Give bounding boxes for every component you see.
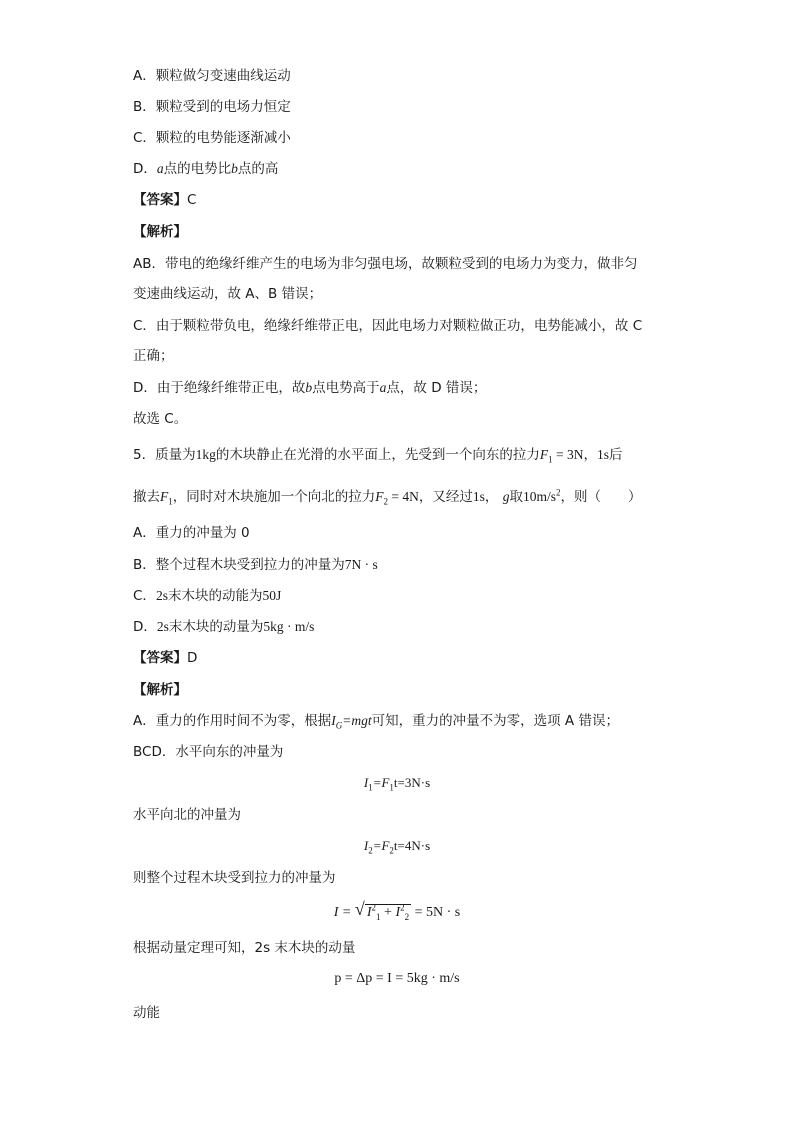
lhs: I = — [333, 905, 355, 920]
sub: 2 — [389, 845, 394, 856]
value: 50J — [262, 588, 282, 603]
force-value: = 4N — [388, 489, 419, 504]
radicand — [365, 904, 411, 920]
sub: G — [335, 720, 343, 731]
gravity-g: g — [502, 489, 510, 504]
text: 的木块静止在光滑的水平面上，先受到一个向东的拉力 — [215, 447, 540, 463]
equation-4: p = Δp = I = 5kg · m/s — [334, 971, 460, 986]
text: 点，故 D 错误； — [386, 380, 487, 396]
impulse-i: I — [363, 838, 369, 853]
text: D． — [133, 619, 157, 635]
var-b: b — [305, 380, 313, 395]
text: 点电势高于 — [312, 380, 380, 396]
q5-stem-1 — [133, 445, 622, 465]
time: 1s — [472, 489, 485, 504]
q4-option-b: B．颗粒受到的电场力恒定 — [133, 99, 291, 115]
plus: + — [380, 905, 396, 920]
text: ，同时对木块施加一个向北的拉力 — [172, 489, 376, 505]
q5-analysis-label: 【解析】 — [133, 682, 187, 698]
text: 5．质量为 — [133, 447, 196, 463]
value: 5kg · m/s — [263, 619, 315, 634]
text: D． — [133, 161, 157, 177]
q4-answer — [133, 190, 196, 210]
equation-3 — [0, 899, 794, 923]
formula-rest: t=4N·s — [393, 838, 431, 853]
text: ， — [484, 489, 499, 505]
sup: 2 — [555, 487, 561, 498]
sup: 2 — [371, 902, 377, 913]
sup: 2 — [400, 902, 405, 913]
gravity-value: 10m/s — [522, 489, 556, 504]
impulse-i: I — [331, 713, 336, 728]
q4-option-a: A．颗粒做匀变速曲线运动 — [133, 68, 291, 84]
force-f1: F — [160, 489, 169, 504]
q4-analysis-c-2: 正确； — [133, 348, 174, 364]
impulse-i2: I — [395, 905, 401, 920]
q5-analysis-a — [133, 711, 619, 731]
formula: =mgt — [342, 713, 372, 728]
time: 2s — [156, 619, 169, 634]
q5-kinetic-energy-line: 动能 — [133, 1005, 160, 1021]
q5-option-d — [133, 617, 314, 637]
sqrt — [354, 899, 411, 923]
text: 可知，重力的冲量不为零，选项 A 错误； — [371, 713, 619, 729]
time: 1s — [596, 447, 609, 462]
q5-option-c — [133, 586, 281, 606]
q4-analysis-ab-1: AB．带电的绝缘纤维产生的电场为非匀强电场，故颗粒受到的电场力为变力，做非匀 — [133, 256, 638, 272]
sub: 2 — [404, 911, 410, 922]
q5-momentum-line: 根据动量定理可知，2s 末木块的动量 — [133, 940, 356, 956]
q5-option-a: A．重力的冲量为 0 — [133, 525, 250, 541]
sub: 1 — [168, 496, 173, 507]
sub: 1 — [368, 782, 373, 793]
q5-total-line: 则整个过程木块受到拉力的冲量为 — [133, 870, 336, 886]
equation-1 — [0, 773, 794, 793]
q5-answer — [133, 648, 197, 668]
text: A．重力的作用时间不为零，根据 — [133, 713, 332, 729]
force-f2: F — [375, 489, 384, 504]
force-f1: F — [539, 447, 549, 462]
q5-north-line: 水平向北的冲量为 — [133, 807, 241, 823]
text: 点的高 — [237, 161, 279, 177]
sub: 1 — [376, 911, 381, 922]
sub: 2 — [383, 496, 388, 507]
text: 撤去 — [133, 489, 160, 505]
radical-icon: √ — [354, 899, 365, 919]
q4-analysis-label: 【解析】 — [133, 224, 187, 240]
formula: =F — [372, 775, 390, 790]
answer-label: 【答案】 — [133, 192, 187, 208]
impulse-i: I — [363, 775, 369, 790]
q5-option-b — [133, 555, 378, 575]
formula: =F — [372, 838, 390, 853]
rhs: = 5N · s — [411, 905, 461, 920]
q4-option-d — [133, 159, 278, 179]
q4-analysis-c-1: C．由于颗粒带负电，绝缘纤维带正电，因此电场力对颗粒做正功，电势能减小，故 C — [133, 318, 643, 334]
text: 末木块的动能为 — [167, 588, 263, 604]
q4-option-c: C．颗粒的电势能逐渐减小 — [133, 130, 291, 146]
text: ，则（ ） — [560, 489, 642, 505]
var-a: a — [379, 380, 387, 395]
text: ， — [583, 447, 597, 463]
formula-rest: t=3N·s — [393, 775, 431, 790]
text: D．由于绝缘纤维带正电，故 — [133, 380, 306, 396]
text: 取 — [509, 489, 523, 505]
text: 点的电势比 — [163, 161, 232, 177]
sub: 1 — [548, 454, 553, 465]
answer-value: D — [187, 650, 198, 666]
answer-value: C — [187, 192, 197, 208]
text: 后 — [608, 447, 623, 463]
time: 2s — [155, 588, 168, 603]
text: ，又经过 — [418, 489, 473, 505]
q5-analysis-bcd: BCD．水平向东的冲量为 — [133, 744, 284, 760]
var-b: b — [231, 161, 238, 176]
q4-analysis-ab-2: 变速曲线运动，故 A、B 错误； — [133, 286, 323, 302]
sub: 1 — [389, 782, 394, 793]
answer-label: 【答案】 — [133, 650, 187, 666]
equation-2 — [0, 836, 794, 856]
text: 末木块的动量为 — [168, 619, 264, 635]
mass: 1kg — [195, 447, 216, 462]
value: 7N · s — [344, 557, 378, 572]
q4-analysis-d — [133, 378, 486, 398]
var-a: a — [156, 161, 164, 176]
text: C． — [133, 588, 156, 604]
sub: 2 — [368, 845, 373, 856]
force-value: = 3N — [552, 447, 584, 462]
q4-conclusion: 故选 C。 — [133, 411, 188, 427]
text: B．整个过程木块受到拉力的冲量为 — [133, 557, 345, 573]
q5-stem-2 — [133, 487, 641, 507]
impulse-i1: I — [366, 905, 372, 920]
